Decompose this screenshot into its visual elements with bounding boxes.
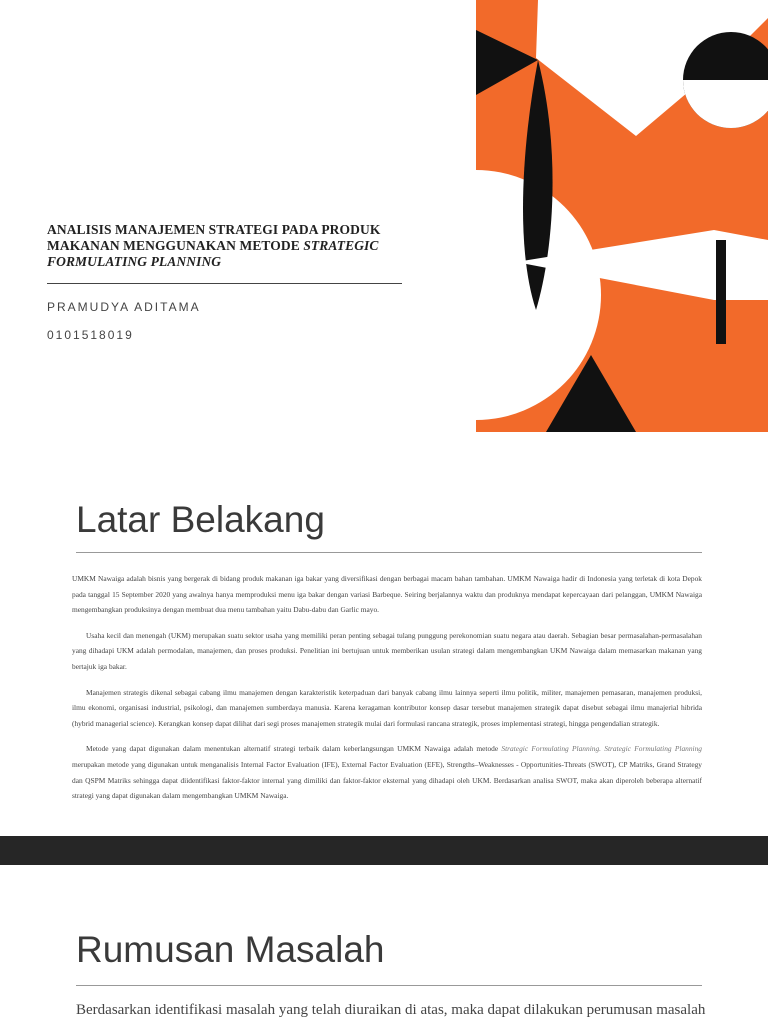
paragraph-1: UMKM Nawaiga adalah bisnis yang bergerak di bidang produk makanan iga bakar yang diversifikasi dengan berbagai macam bahan tambahan. UMKM Nawaiga hadir di Indonesia yang terletak di kota Depok pada tanggal 15 September 2020 yang awalnya hanya memproduksi menu iga bakar dengan variasi Barbeque. Seiring berjalannya waktu dan produknya mendapat kepercayaan dari pelanggan, UMKM Nawaiga mengembangkan produksinya dengan membuat dua menu tambahan yaitu Dabu-dabu dan Garlic mayo. (72, 574, 702, 615)
body-text (72, 571, 702, 814)
heading-divider (76, 552, 702, 553)
paragraph-2: Usaha kecil dan menengah (UKM) merupakan suatu sektor usaha yang memiliki peran penting sebagai tulang punggung perekonomian suatu negara atau daerah. Sebagian besar permasalahan-permasalahan yang dihadapi UKM adalah permodalan, manajemen, dan proses produksi. Penelitian ini bertujuan untuk memberikan usulan strategi dalam mengembangkan UKM Nawaiga dalam memasarkan makanan yang bertajuk iga bakar. (72, 630, 702, 671)
author-name: PRAMUDYA ADITAMA (47, 300, 201, 314)
paragraph-4-start: Metode yang dapat digunakan dalam menentukan alternatif strategi terbaik dalam keberlangsungan UMKM Nawaiga adalah metode (86, 744, 502, 754)
section-heading: Rumusan Masalah (76, 929, 385, 970)
paragraph-4 (72, 741, 702, 803)
body-text: Berdasarkan identifikasi masalah yang telah diuraikan di atas, maka dapat dilakukan perumusan masalah (76, 1002, 706, 1018)
abstract-geometric-artwork (476, 0, 768, 432)
heading-divider (76, 985, 702, 986)
background-slide (0, 433, 768, 836)
paragraph-4-emphasis: Strategic Formulating Planning. Strategic Formulating Planning (501, 744, 702, 754)
title-plain: ANALISIS MANAJEMEN STRATEGI PADA PRODUK MAKANAN MENGGUNAKAN METODE (47, 222, 381, 253)
paragraph-3: Manajemen strategis dikenal sebagai cabang ilmu manajemen dengan karakteristik keterpaduan dari banyak cabang ilmu lainnya seperti ilmu politik, militer, manajemen pemasaran, manajemen produksi, ilmu ekonomi, organisasi industrial, psikologi, dan manajemen sumberdaya manusia. Karena keragaman kontributor konsep dasar tersebut manajemen strategik dapat disebut sebagai ilmu manajerial hibrida (hybrid managerial science). Kerangkan konsep dapat dilihat dari segi proses manajemen strategik mulai dari formulasi rancana strategik, proses implementasi strategi, hingga pengendalian strategik. (72, 687, 702, 728)
title-divider (47, 283, 402, 284)
slide-separator-band (0, 836, 768, 865)
title-slide (0, 0, 768, 432)
art-black-bar (716, 240, 726, 344)
problem-formulation-slide (0, 865, 768, 1024)
title-italic: STRATEGIC FORMULATING PLANNING (47, 238, 379, 269)
student-id: 0101518019 (47, 328, 134, 342)
section-heading: Latar Belakang (76, 499, 325, 540)
paragraph-4-end: merupakan metode yang digunakan untuk menganalisis Internal Factor Evaluation (IFE), External Factor Evaluation (EFE), Strengths–Weaknesses - Opportunities-Threats (SWOT), CP Matriks, Grand Strategy dan QSPM Matriks sehingga dapat diidentifikasi faktor-faktor internal yang dimiliki dan faktor-faktor eksternal yang dihadapi oleh UKM. Berdasarkan analisa SWOT, maka akan diperoleh beberapa alternatif strategi yang dapat digunakan dalam mengembangkan UMKM Nawaiga. (72, 759, 702, 801)
presentation-title (47, 222, 397, 270)
